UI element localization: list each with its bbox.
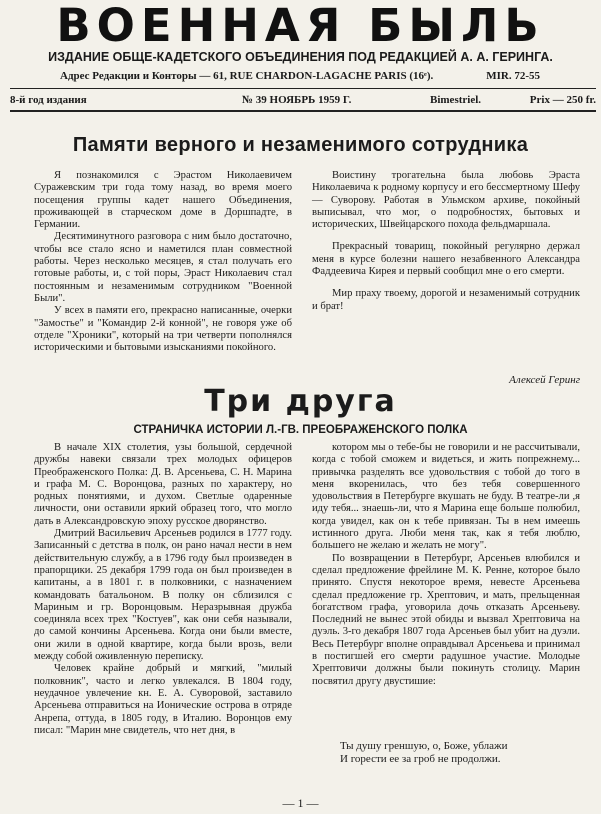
paragraph: Я познакомился с Эрастом Николаевичем Суражевским три года тому назад, во время моего посещения группы кадет нашего Объединения, проживающей в старческом доме в Доршпадте, в Германии. (34, 170, 292, 231)
publication-year: 8-й год издания (10, 94, 87, 106)
page-number: — 1 — (282, 796, 319, 810)
article-title: Три друга (204, 384, 397, 419)
article-title: Памяти верного и незаменимого сотрудника (72, 134, 529, 156)
masthead-subtitle: ИЗДАНИЕ ОБЩЕ-КАДЕТСКОГО ОБЪЕДИНЕНИЯ ПОД РЕДАКЦИЕЙ А. А. ГЕРИНГА. (48, 50, 553, 64)
paragraph: Человек крайне добрый и мягкий, "милый полковник", часто и легко увлекался. В 1804 году, неудачное увлечение кн. Е. А. Суворовой, заставило Арсеньева отправиться на Ионические острова в отряде Анрепа, оттуда, в 1805 году, в Италию. Воронцов ему писал: "Марин мне свидетель, что нет дня, в (34, 663, 292, 736)
divider (10, 88, 596, 89)
frequency: Bimestriel. (430, 94, 482, 106)
paragraph: У всех в памяти его, прекрасно написанные, очерки "Замостье" и "Командир 2-й конной", не говоря уже об отделе "Хроники", который на три четверти пополнялся историческими и бытовыми изысканиями покойного. (34, 305, 292, 354)
poem (340, 740, 580, 766)
article-column-left (34, 442, 292, 737)
price: Prix — 250 fr. (529, 94, 596, 106)
paragraph: Мир праху твоему, дорогой и незаменимый сотрудник и брат! (312, 288, 580, 312)
issue-number: № 39 НОЯБРЬ 1959 Г. (242, 94, 352, 106)
phone-number: MIR. 72-55 (486, 70, 540, 82)
paragraph: Прекрасный товарищ, покойный регулярно держал меня в курсе болезни нашего незабвенного Александра Фаддеевича Кирея и первый сообщил мне о его смерти. (312, 241, 580, 278)
paragraph: Дмитрий Васильевич Арсеньев родился в 1777 году. Записанный с детства в полк, он рано начал нести в нем действительную службу, а в 1796 году был произведен в прапорщики. 25 декабря 1799 года он был произведен в капитаны, а в 1801 г. в полковники, с назначением командовать батальоном. В полку он сблизился с Мариным и гр. Воронцовым. Неразрывная дружба соединяла всех трех "Костуев", как они себя называли, до самой кончины Арсеньева. Когда они были вместе, они жили в одной квартире, когда были врозь, вели между собой оживленную переписку. (34, 528, 292, 663)
editorial-address: Адрес Редакции и Конторы — 61, RUE CHARDON-LAGACHE PARIS (16ᵉ). (60, 70, 434, 82)
paragraph: Воистину трогательна была любовь Эраста Николаевича к родному корпусу и его бессмертному Шефу — Суворову. Работая в Ульмском архиве, покойный выписывал, что мог, о подробностях, бытовых и исторических, Швейцарского похода фельдмаршала. (312, 170, 580, 231)
masthead-address-line (60, 70, 540, 82)
poem-line: И горести ее за гроб не продолжи. (340, 753, 501, 765)
paragraph: котором мы о тебе-бы не говорили и не рассчитывали, когда с тобой сможем и видеться, и жить попрежнему... привычка разделять все удовольствия с тобой до того в меня вкоренилась, что без тебя совершенного удовольствия в Петербурге вкушать не буду. В театре-ли ,я иду тебя... знаешь-ли, что я Марина еще больше полюбил, когда увидел, как он к тебе привязан. Ты в нем имеешь истинного друга. Люби меня так, как я тебя люблю, большего не желаю и желать не могу". (312, 442, 580, 552)
masthead-title: ВОЕННАЯ БЫЛЬ (56, 0, 545, 52)
article-column-right (312, 442, 580, 688)
divider (10, 110, 596, 112)
article-column-right (312, 170, 580, 313)
signature: Алексей Геринг (509, 374, 580, 386)
paragraph: По возвращении в Петербург, Арсеньев влюбился и сделал предложение фрейлине М. К. Ренне, которое было принято. Спустя некоторое время, невесте Арсеньева сделал предложение гр. Хрептович, и мать, прельщенная богатством графа, уговорила дочь отказать Арсеньеву. Последний не вынес этой обиды и вызвал Хрептовича на дуэль. 3-го декабря 1807 года Арсеньев был убит на дуэли. Весь Петербург вполне оправдывал Арсеньева и принимал в постигшей его смерти радушное участие. Молодые Хрептовичи должны были покинуть столицу. Марин посвятил другу двустишие: (312, 552, 580, 687)
paragraph: Десятиминутного разговора с ним было достаточно, чтобы все стало ясно и наметился план совместной работы. Через несколько месяцев, я стал получать его готовые работы, и, с той поры, Эраст Николаевич стал постоянным и незаменимым сотрудником "Военной Были". (34, 231, 292, 304)
article-subtitle: СТРАНИЧКА ИСТОРИИ Л.-ГВ. ПРЕОБРАЖЕНСКОГО ПОЛКА (133, 424, 468, 436)
poem-line: Ты душу греншую, о, Боже, ублажи (340, 740, 508, 752)
paragraph: В начале XIX столетия, узы большой, сердечной дружбы навеки связали трех молодых офицеров Преображенского Полка: Д. В. Арсеньева, С. Н. Марина и графа М. С. Воронцова, разных по характеру, но родных понятиями, и духом. Светлые одаренные личности, они оставили яркий образец того, что могло дать в Александровскую эпоху русское дворянство. (34, 442, 292, 527)
article-column-left (34, 170, 292, 354)
